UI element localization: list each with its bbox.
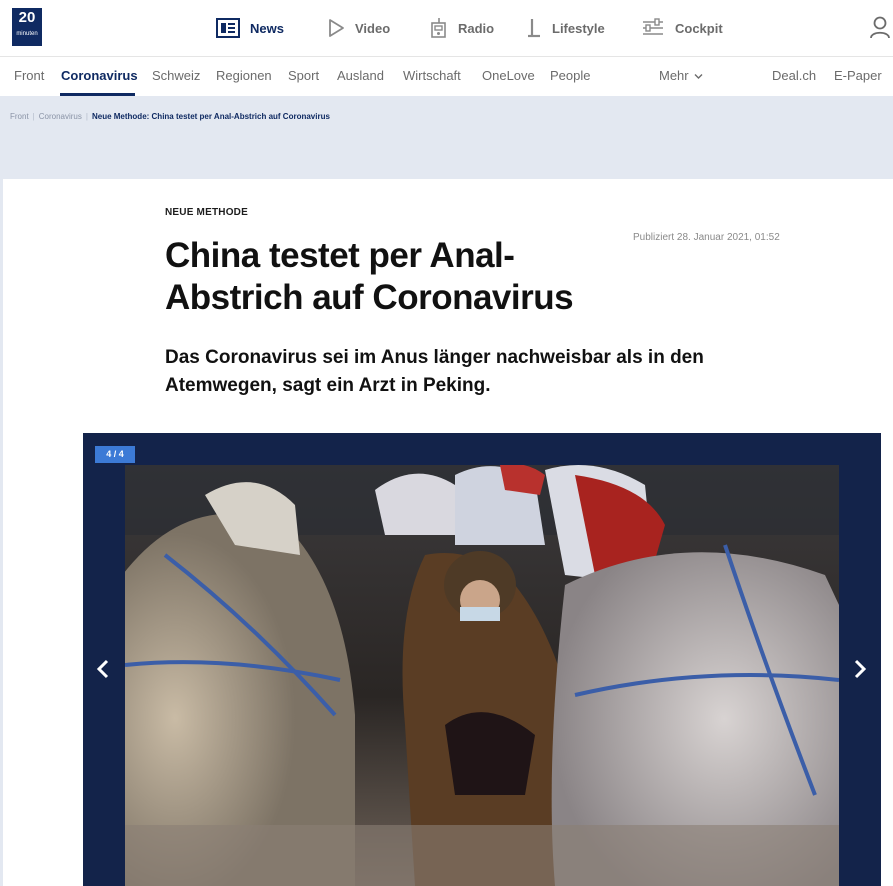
section-epaper[interactable]: E-Paper [834, 68, 882, 83]
nav-video[interactable] [327, 14, 390, 42]
nav-cockpit-label: Cockpit [675, 20, 723, 36]
section-sport[interactable]: Sport [288, 68, 320, 83]
active-section-indicator [60, 93, 135, 96]
logo[interactable] [12, 8, 42, 46]
gallery-photo[interactable] [125, 465, 839, 886]
radio-icon [430, 17, 448, 39]
section-people[interactable]: People [550, 68, 591, 83]
gallery-next-button[interactable] [850, 657, 870, 681]
section-regionen[interactable]: Regionen [216, 68, 272, 83]
breadcrumb-current: Neue Methode: China testet per Anal-Abstrich auf Coronavirus [91, 112, 330, 121]
nav-cockpit[interactable] [641, 14, 723, 42]
article-headline: China testet per Anal-Abstrich auf Coronavirus [165, 236, 574, 317]
nav-lifestyle[interactable] [526, 14, 605, 42]
section-onelove[interactable]: OneLove [482, 68, 535, 83]
top-bar [0, 0, 893, 57]
section-nav [0, 57, 893, 96]
section-deal[interactable]: Deal.ch [772, 68, 817, 83]
image-gallery [83, 433, 881, 886]
section-ausland[interactable]: Ausland [337, 68, 384, 83]
nav-radio-label: Radio [458, 20, 495, 36]
breadcrumb-front[interactable]: Front [10, 112, 29, 121]
chevron-left-icon [96, 659, 110, 679]
section-coronavirus[interactable]: Coronavirus [61, 68, 138, 83]
article-lead: Das Coronavirus sei im Anus länger nachweisbar als in den Atemwegen, sagt ein Arzt in Peking. [165, 347, 704, 396]
breadcrumb-coronavirus[interactable]: Coronavirus [38, 112, 82, 121]
logo-sub: minuten [16, 31, 38, 37]
chevron-right-icon [853, 659, 867, 679]
section-more-label: Mehr [659, 68, 689, 83]
section-front[interactable]: Front [14, 68, 45, 83]
sliders-icon [641, 18, 665, 38]
published-date: Publiziert 28. Januar 2021, 01:52 [633, 232, 780, 243]
section-schweiz[interactable]: Schweiz [152, 68, 201, 83]
breadcrumb [10, 112, 330, 121]
news-icon [216, 18, 240, 38]
lifestyle-icon [526, 17, 542, 39]
gallery-counter: 4 / 4 [95, 446, 135, 463]
section-more[interactable] [659, 68, 703, 83]
section-wirtschaft[interactable]: Wirtschaft [403, 68, 461, 83]
nav-news[interactable] [216, 14, 284, 42]
article-kicker: NEUE METHODE [165, 207, 248, 218]
play-icon [327, 18, 345, 38]
nav-lifestyle-label: Lifestyle [552, 20, 605, 36]
logo-main: 20 [18, 9, 36, 26]
chevron-down-icon [694, 73, 703, 80]
nav-news-label: News [250, 20, 284, 36]
breadcrumb-separator: | [85, 112, 88, 121]
nav-video-label: Video [355, 20, 391, 36]
gallery-prev-button[interactable] [93, 657, 113, 681]
user-icon[interactable] [869, 15, 891, 39]
breadcrumb-separator: | [32, 112, 35, 121]
nav-radio[interactable] [430, 14, 494, 42]
